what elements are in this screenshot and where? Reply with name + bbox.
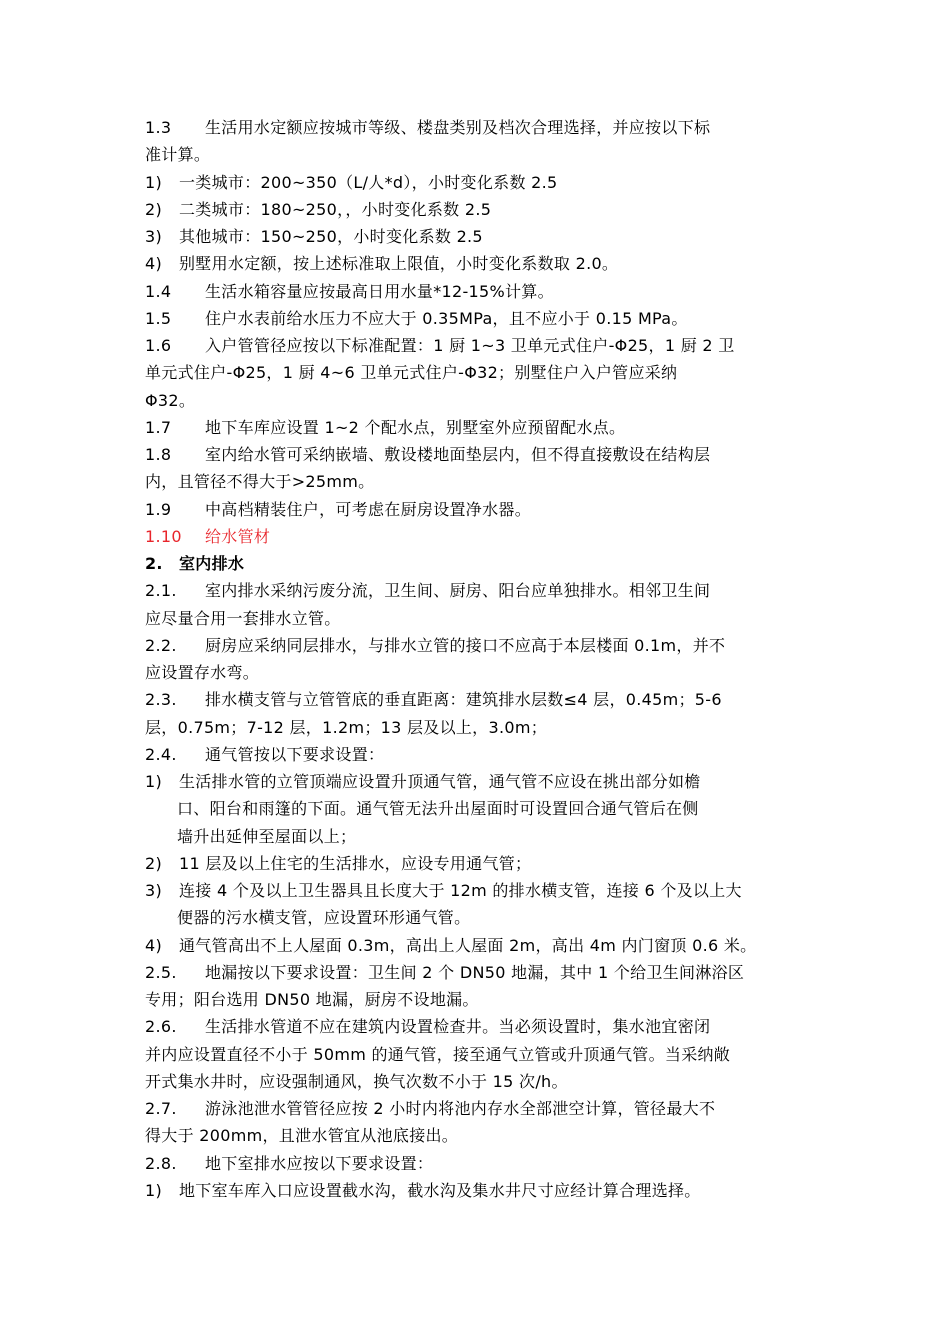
list-item-1: [145, 173, 557, 193]
clause-2-8: [145, 1154, 433, 1174]
clause-text: 地下车库应设置 1~2 个配水点，别墅室外应预留配水点。: [205, 418, 626, 437]
list-text: 墙升出延伸至屋面以上；: [177, 827, 357, 846]
list-number: 1): [145, 173, 163, 192]
list-item-4: [145, 936, 756, 956]
clause-2-4: [145, 745, 384, 765]
clause-continuation: [145, 1045, 730, 1065]
clause-continuation: [145, 1072, 568, 1092]
clause-number: 1.8: [145, 445, 172, 464]
list-number: 4): [145, 254, 163, 273]
list-continuation: [177, 827, 356, 847]
clause-text: 室内排水采纳污废分流，卫生间、厨房、阳台应单独排水。相邻卫生间: [205, 581, 711, 600]
clause-1-3: [145, 118, 710, 138]
clause-1-5: [145, 309, 688, 329]
clause-number: 2.6.: [145, 1017, 177, 1036]
clause-continuation: [145, 609, 341, 629]
list-text: 11 层及以上住宅的生活排水，应设专用通气管；: [179, 854, 532, 873]
section-title: 室内排水: [179, 554, 245, 573]
clause-text: 内，且管径不得大于>25mm。: [145, 472, 375, 491]
clause-number: 2.3.: [145, 690, 177, 709]
clause-continuation: [145, 1126, 458, 1146]
clause-continuation: [145, 663, 259, 683]
section-number: 2.: [145, 554, 163, 573]
clause-number: 1.10: [145, 527, 182, 546]
list-item-3: [145, 227, 483, 247]
clause-text: 层，0.75m；7-12 层，1.2m；13 层及以上，3.0m；: [145, 718, 548, 737]
clause-2-1: [145, 581, 710, 601]
list-text: 通气管高出不上人屋面 0.3m，高出上人屋面 2m，高出 4m 内门窗顶 0.6 米。: [179, 936, 757, 955]
clause-text: 地漏按以下要求设置：卫生间 2 个 DN50 地漏，其中 1 个给卫生间淋浴区: [205, 963, 745, 982]
section-heading: [145, 554, 244, 574]
clause-text: 厨房应采纳同层排水，与排水立管的接口不应高于本层楼面 0.1m，并不: [205, 636, 726, 655]
clause-number: 2.8.: [145, 1154, 177, 1173]
list-continuation: [177, 799, 699, 819]
clause-1-7: [145, 418, 625, 438]
clause-number: 1.3: [145, 118, 172, 137]
clause-text: 地下室排水应按以下要求设置：: [205, 1154, 434, 1173]
clause-number: 1.4: [145, 282, 172, 301]
list-text: 别墅用水定额，按上述标准取上限值，小时变化系数取 2.0。: [179, 254, 619, 273]
clause-number: 2.5.: [145, 963, 177, 982]
clause-text: 入户管管径应按以下标准配置：1 厨 1~3 卫单元式住户-Φ25，1 厨 2 卫: [205, 336, 735, 355]
clause-text: 准计算。: [145, 145, 211, 164]
clause-1-6: [145, 336, 735, 356]
clause-text: 得大于 200mm，且泄水管宜从池底接出。: [145, 1126, 459, 1145]
clause-text: 开式集水井时，应设强制通风，换气次数不小于 15 次/h。: [145, 1072, 568, 1091]
clause-number: 1.9: [145, 500, 172, 519]
clause-1-10: [145, 527, 270, 547]
list-text: 便器的污水横支管，应设置环形通气管。: [177, 908, 471, 927]
list-text: 口、阳台和雨篷的下面。通气管无法升出屋面时可设置回合通气管后在侧: [177, 799, 699, 818]
clause-1-4: [145, 282, 554, 302]
clause-text: 应尽量合用一套排水立管。: [145, 609, 341, 628]
clause-number: 2.4.: [145, 745, 177, 764]
clause-2-5: [145, 963, 744, 983]
clause-text: 应设置存水弯。: [145, 663, 260, 682]
clause-text: 住户水表前给水压力不应大于 0.35MPa，且不应小于 0.15 MPa。: [205, 309, 688, 328]
list-text: 生活排水管的立管顶端应设置升顶通气管，通气管不应设在挑出部分如檐: [179, 772, 701, 791]
clause-1-8: [145, 445, 710, 465]
list-number: 2): [145, 854, 163, 873]
clause-text: 排水横支管与立管管底的垂直距离：建筑排水层数≤4 层，0.45m；5-6: [205, 690, 722, 709]
clause-continuation: [145, 363, 677, 383]
list-number: 2): [145, 200, 163, 219]
list-text: 二类城市：180~250，，小时变化系数 2.5: [179, 200, 492, 219]
clause-number: 1.7: [145, 418, 172, 437]
list-text: 地下室车库入口应设置截水沟，截水沟及集水井尺寸应经计算合理选择。: [179, 1181, 701, 1200]
list-text: 一类城市：200~350（L/人*d），小时变化系数 2.5: [179, 173, 558, 192]
clause-2-2: [145, 636, 725, 656]
list-item-4: [145, 254, 618, 274]
list-number: 1): [145, 1181, 163, 1200]
list-item-2: [145, 854, 531, 874]
clause-number: 1.5: [145, 309, 172, 328]
list-number: 4): [145, 936, 163, 955]
clause-number: 1.6: [145, 336, 172, 355]
clause-continuation: [145, 990, 479, 1010]
list-continuation: [177, 908, 470, 928]
clause-1-9: [145, 500, 531, 520]
clause-text: 通气管按以下要求设置：: [205, 745, 385, 764]
list-number: 3): [145, 881, 163, 900]
clause-continuation: [145, 391, 195, 411]
clause-text: 单元式住户-Φ25，1 厨 4~6 卫单元式住户-Φ32；别墅住户入户管应采纳: [145, 363, 678, 382]
clause-number: 2.7.: [145, 1099, 177, 1118]
clause-continuation: [145, 145, 210, 165]
list-item-1: [145, 772, 701, 792]
clause-text: 中高档精装住户，可考虑在厨房设置净水器。: [205, 500, 532, 519]
clause-2-7: [145, 1099, 715, 1119]
list-number: 3): [145, 227, 163, 246]
list-item-2: [145, 200, 491, 220]
list-item-1: [145, 1181, 701, 1201]
list-number: 1): [145, 772, 163, 791]
clause-number: 2.2.: [145, 636, 177, 655]
clause-continuation: [145, 472, 374, 492]
clause-text: 生活水箱容量应按最高日用水量*12-15%计算。: [205, 282, 554, 301]
clause-text: 专用；阳台选用 DN50 地漏，厨房不设地漏。: [145, 990, 479, 1009]
clause-text: 生活排水管道不应在建筑内设置检查井。当必须设置时，集水池宜密闭: [205, 1017, 711, 1036]
clause-text: 室内给水管可采纳嵌墙、敷设楼地面垫层内，但不得直接敷设在结构层: [205, 445, 711, 464]
clause-continuation: [145, 718, 547, 738]
list-text: 其他城市：150~250，小时变化系数 2.5: [179, 227, 483, 246]
list-item-3: [145, 881, 742, 901]
clause-number: 2.1.: [145, 581, 177, 600]
clause-text: 游泳池泄水管管径应按 2 小时内将池内存水全部泄空计算，管径最大不: [205, 1099, 716, 1118]
clause-text: 并内应设置直径不小于 50mm 的通气管，接至通气立管或升顶通气管。当采纳敞: [145, 1045, 731, 1064]
clause-text: 给水管材: [205, 527, 271, 546]
clause-2-3: [145, 690, 722, 710]
list-text: 连接 4 个及以上卫生器具且长度大于 12m 的排水横支管，连接 6 个及以上大: [179, 881, 742, 900]
clause-text: 生活用水定额应按城市等级、楼盘类别及档次合理选择，并应按以下标: [205, 118, 711, 137]
clause-text: Φ32。: [145, 391, 196, 410]
clause-2-6: [145, 1017, 710, 1037]
